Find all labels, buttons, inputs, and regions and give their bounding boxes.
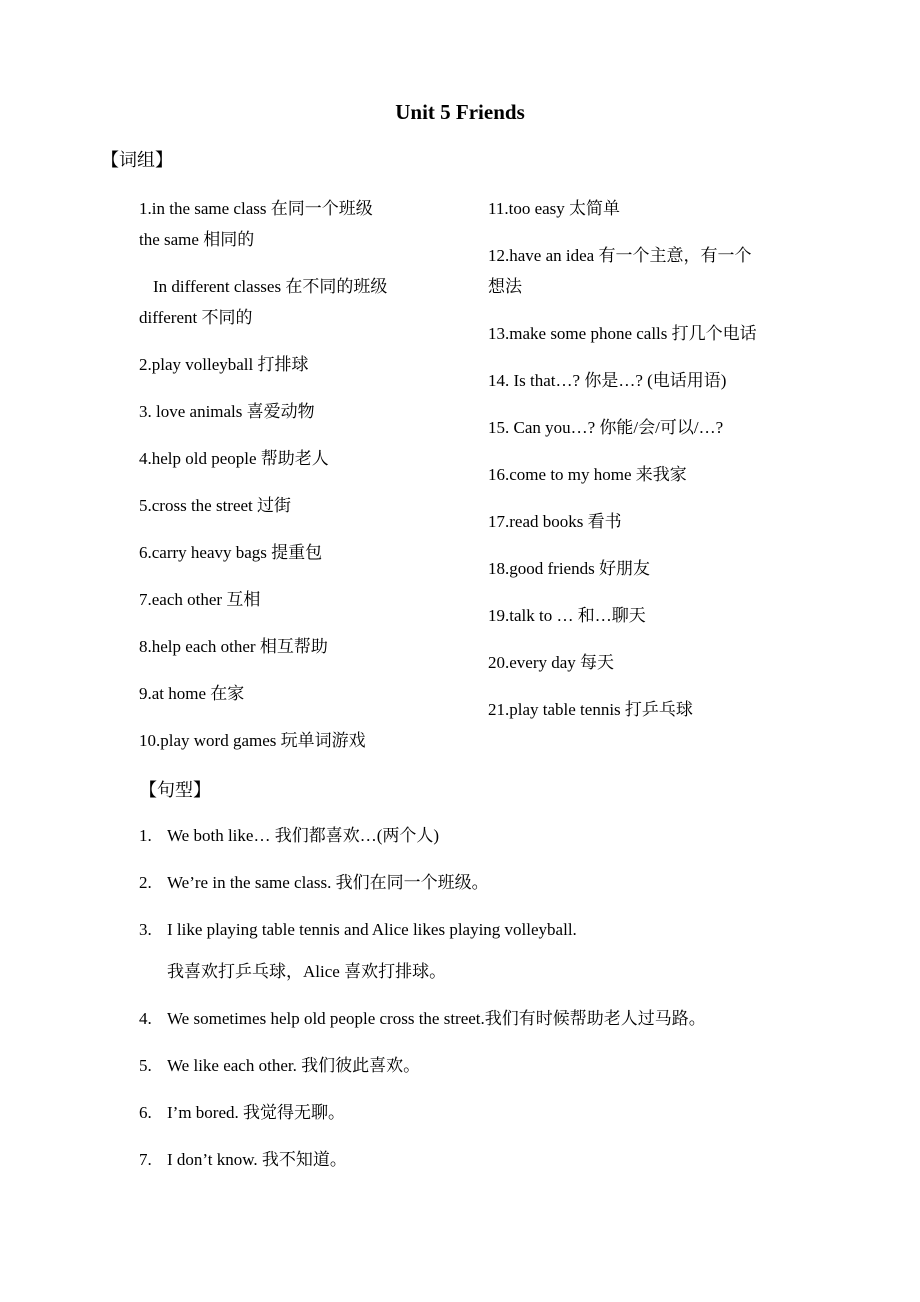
phrase-entry — [139, 537, 469, 568]
phrase-line: In different classes 在不同的班级 — [153, 277, 388, 296]
phrases-right-column — [488, 193, 798, 741]
phrase-line: 6.carry heavy bags 提重包 — [139, 543, 323, 562]
phrase-line: 9.at home 在家 — [139, 684, 245, 703]
phrase-entry — [139, 396, 469, 427]
sentence-number: 2. — [139, 873, 152, 892]
sentence-number: 7. — [139, 1150, 152, 1169]
sentence-item — [139, 1053, 819, 1079]
phrase-line: 21.play table tennis 打乒乓球 — [488, 700, 693, 719]
sentence-number: 3. — [139, 920, 152, 939]
sentence-item — [139, 1006, 819, 1032]
sentence-text-block — [167, 870, 819, 896]
phrase-line: 4.help old people 帮助老人 — [139, 449, 329, 468]
phrase-line: 1.in the same class 在同一个班级 — [139, 199, 373, 218]
phrase-entry — [139, 584, 469, 615]
phrase-line: 2.play volleyball 打排球 — [139, 355, 309, 374]
phrase-entry — [139, 443, 469, 474]
phrase-entry — [488, 694, 798, 725]
phrase-line: 18.good friends 好朋友 — [488, 559, 650, 578]
phrase-entry — [139, 631, 469, 662]
phrase-line: 想法 — [488, 277, 522, 296]
sentence-item — [139, 917, 819, 985]
phrase-line: the same 相同的 — [139, 230, 255, 249]
phrase-entry — [488, 240, 798, 302]
sentence-number: 6. — [139, 1103, 152, 1122]
phrase-line: 11.too easy 太简单 — [488, 199, 621, 218]
sentence-text: We’re in the same class. 我们在同一个班级。 — [167, 873, 489, 892]
phrase-entry — [139, 678, 469, 709]
sentence-item — [139, 870, 819, 896]
sentence-translation: 我喜欢打乒乓球，Alice 喜欢打排球。 — [167, 962, 447, 981]
sentence-text: We like each other. 我们彼此喜欢。 — [167, 1056, 421, 1075]
phrase-line: 10.play word games 玩单词游戏 — [139, 731, 366, 750]
phrase-entry — [488, 365, 798, 396]
phrase-line: 8.help each other 相互帮助 — [139, 637, 328, 656]
phrase-line: 13.make some phone calls 打几个电话 — [488, 324, 757, 343]
phrase-entry — [139, 193, 469, 255]
sentence-item — [139, 823, 819, 849]
phrase-entry — [488, 647, 798, 678]
page-title: Unit 5 Friends — [395, 100, 525, 124]
sentence-text: I’m bored. 我觉得无聊。 — [167, 1103, 346, 1122]
sentence-number: 5. — [139, 1056, 152, 1075]
phrase-line: 3. love animals 喜爱动物 — [139, 402, 315, 421]
sentences-heading: 【句型】 — [139, 780, 211, 801]
phrase-line: 7.each other 互相 — [139, 590, 261, 609]
phrase-entry — [139, 349, 469, 380]
sentence-number: 1. — [139, 826, 152, 845]
sentence-text-block — [167, 1053, 819, 1079]
sentence-list — [139, 823, 819, 1194]
sentence-item — [139, 1147, 819, 1173]
phrase-entry — [488, 318, 798, 349]
sentence-text: We both like… 我们都喜欢…(两个人) — [167, 826, 440, 845]
phrase-line: 20.every day 每天 — [488, 653, 615, 672]
phrases-left-column — [139, 193, 469, 772]
phrase-line: 19.talk to … 和…聊天 — [488, 606, 646, 625]
sentence-text-block — [167, 1006, 819, 1032]
phrases-heading: 【词组】 — [101, 150, 173, 171]
sentence-item — [139, 1100, 819, 1126]
phrase-line: 16.come to my home 来我家 — [488, 465, 687, 484]
phrase-entry — [139, 490, 469, 521]
phrase-line: 5.cross the street 过街 — [139, 496, 292, 515]
phrase-line: 12.have an idea 有一个主意，有一个 — [488, 246, 752, 265]
phrase-entry — [488, 600, 798, 631]
sentence-text-block — [167, 1147, 819, 1173]
sentence-text: We sometimes help old people cross the street.我们有时候帮助老人过马路。 — [167, 1009, 706, 1028]
sentence-text: I don’t know. 我不知道。 — [167, 1150, 347, 1169]
phrase-line: 14. Is that…? 你是…? (电话用语) — [488, 371, 727, 390]
phrase-entry — [139, 725, 469, 756]
sentence-text: I like playing table tennis and Alice likes playing volleyball. — [167, 920, 577, 939]
phrase-entry — [488, 412, 798, 443]
phrase-entry — [488, 553, 798, 584]
phrase-line: 17.read books 看书 — [488, 512, 622, 531]
phrase-entry — [139, 271, 469, 333]
phrase-line: different 不同的 — [139, 308, 253, 327]
phrase-entry — [488, 506, 798, 537]
phrase-line: 15. Can you…? 你能/会/可以/…? — [488, 418, 724, 437]
sentence-number: 4. — [139, 1009, 152, 1028]
sentence-text-block — [167, 1100, 819, 1126]
sentence-text-block — [167, 823, 819, 849]
phrase-entry — [488, 459, 798, 490]
phrase-entry — [488, 193, 798, 224]
sentence-text-block — [167, 917, 819, 985]
